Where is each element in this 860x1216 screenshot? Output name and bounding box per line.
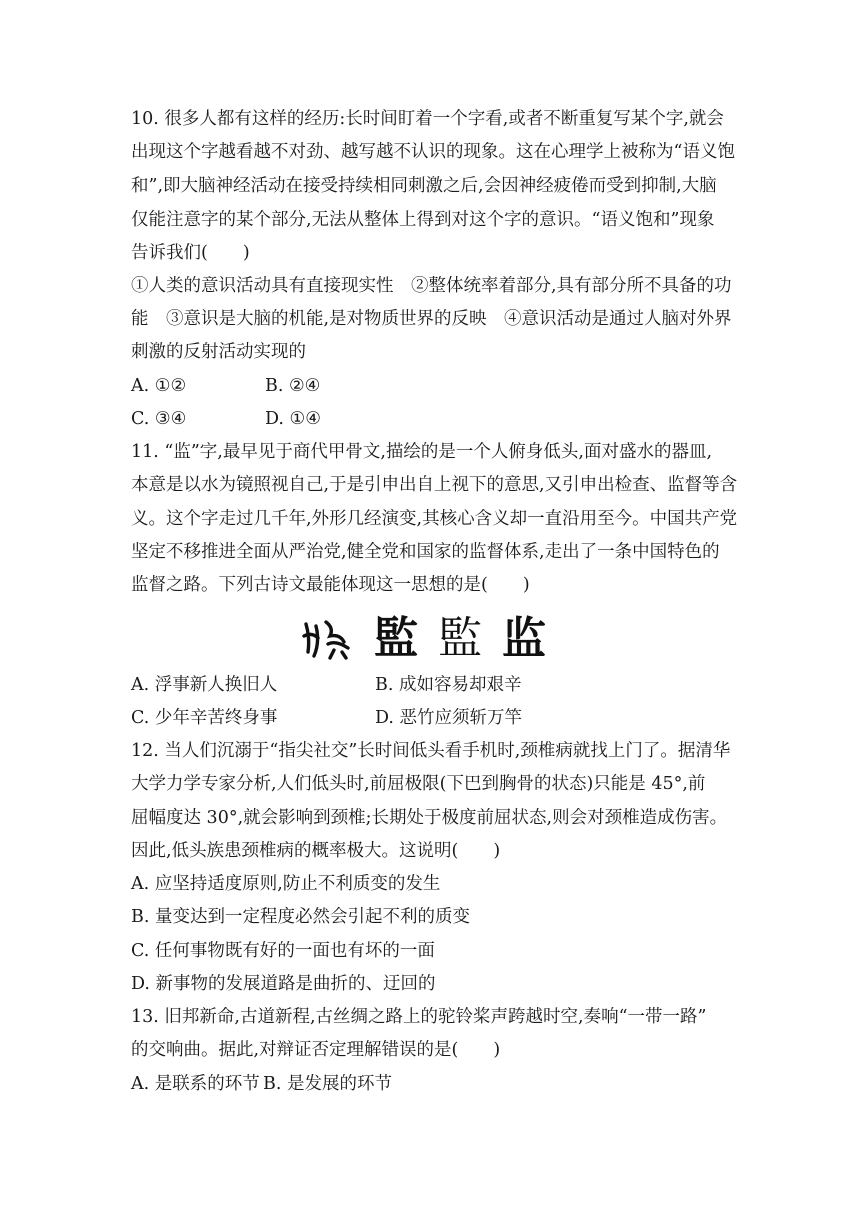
q13-line: 的交响曲。据此,对辩证否定理解错误的是( ) bbox=[131, 1040, 501, 1060]
q13-option: A. 是联系的环节 bbox=[131, 1074, 260, 1094]
q10-line: 10. 很多人都有这样的经历:长时间盯着一个字看,或者不断重复写某个字,就会 bbox=[131, 109, 724, 129]
q10-line: 出现这个字越看越不对劲、越写越不认识的现象。这在心理学上被称为“语义饱 bbox=[131, 142, 735, 162]
q12-option: B. 量变达到一定程度必然会引起不利的质变 bbox=[131, 907, 470, 927]
oracle-bone-jian-glyph bbox=[300, 616, 356, 662]
q12-option: C. 任何事物既有好的一面也有坏的一面 bbox=[131, 941, 435, 961]
q10-option: C. ③④ bbox=[131, 409, 187, 429]
q10-line: 刺激的反射活动实现的 bbox=[131, 342, 306, 362]
jian-evolution-figure bbox=[300, 612, 560, 666]
q10-option: B. ②④ bbox=[265, 376, 321, 396]
q11-option: B. 成如容易却艰辛 bbox=[375, 675, 522, 695]
q12-line: 大学力学专家分析,人们低头时,前屈极限(下巴到胸骨的状态)只能是 45°,前 bbox=[131, 774, 706, 794]
q12-option: A. 应坚持适度原则,防止不利质变的发生 bbox=[131, 874, 441, 894]
q11-line: 本意是以水为镜照视自己,于是引申出自上视下的意思,又引申出检查、监督等含 bbox=[131, 475, 738, 495]
q12-line: 因此,低头族患颈椎病的概率极大。这说明( ) bbox=[131, 841, 501, 861]
q12-line: 屈幅度达 30°,就会影响到颈椎;长期处于极度前屈状态,则会对颈椎造成伤害。 bbox=[131, 808, 728, 828]
q11-option: D. 恶竹应须斩万竿 bbox=[375, 708, 523, 728]
q13-option: B. 是发展的环节 bbox=[263, 1074, 392, 1094]
q11-line: 义。这个字走过几千年,外形几经演变,其核心含义却一直沿用至今。中国共产党 bbox=[131, 509, 738, 529]
q10-line: 和”,即大脑神经活动在接受持续相同刺激之后,会因神经疲倦而受到抑制,大脑 bbox=[131, 176, 717, 196]
q12-line: 12. 当人们沉溺于“指尖社交”长时间低头看手机时,颈椎病就找上门了。据清华 bbox=[131, 741, 731, 761]
q13-line: 13. 旧邦新命,古道新程,古丝绸之路上的驼铃桨声跨越时空,奏响“一带一路” bbox=[131, 1007, 707, 1027]
q10-line: ①人类的意识活动具有直接现实性 ②整体统率着部分,具有部分所不具备的功 bbox=[131, 276, 732, 296]
q12-option: D. 新事物的发展道路是曲折的、迂回的 bbox=[131, 974, 436, 994]
q10-option: A. ①② bbox=[131, 376, 187, 396]
q10-line: 告诉我们( ) bbox=[131, 243, 250, 263]
q11-line: 坚定不移推进全面从严治党,健全党和国家的监督体系,走出了一条中国特色的 bbox=[131, 542, 720, 562]
seal-jian-glyph: 監 bbox=[438, 613, 482, 664]
q11-option: A. 浮事新人换旧人 bbox=[131, 675, 278, 695]
q10-line: 仅能注意字的某个部分,无法从整体上得到对这个字的意识。“语义饱和”现象 bbox=[131, 210, 715, 230]
q11-option: C. 少年辛苦终身事 bbox=[131, 708, 278, 728]
q10-line: 能 ③意识是大脑的机能,是对物质世界的反映 ④意识活动是通过人脑对外界 bbox=[131, 309, 732, 329]
q11-line: 11. “监”字,最早见于商代甲骨文,描绘的是一个人俯身低头,面对盛水的器皿, bbox=[131, 442, 713, 462]
q10-option: D. ①④ bbox=[265, 409, 321, 429]
q11-line: 监督之路。下列古诗文最能体现这一思想的是( ) bbox=[131, 575, 530, 595]
bronze-jian-glyph: 監 bbox=[374, 613, 418, 664]
modern-jian-glyph: 监 bbox=[502, 613, 546, 664]
